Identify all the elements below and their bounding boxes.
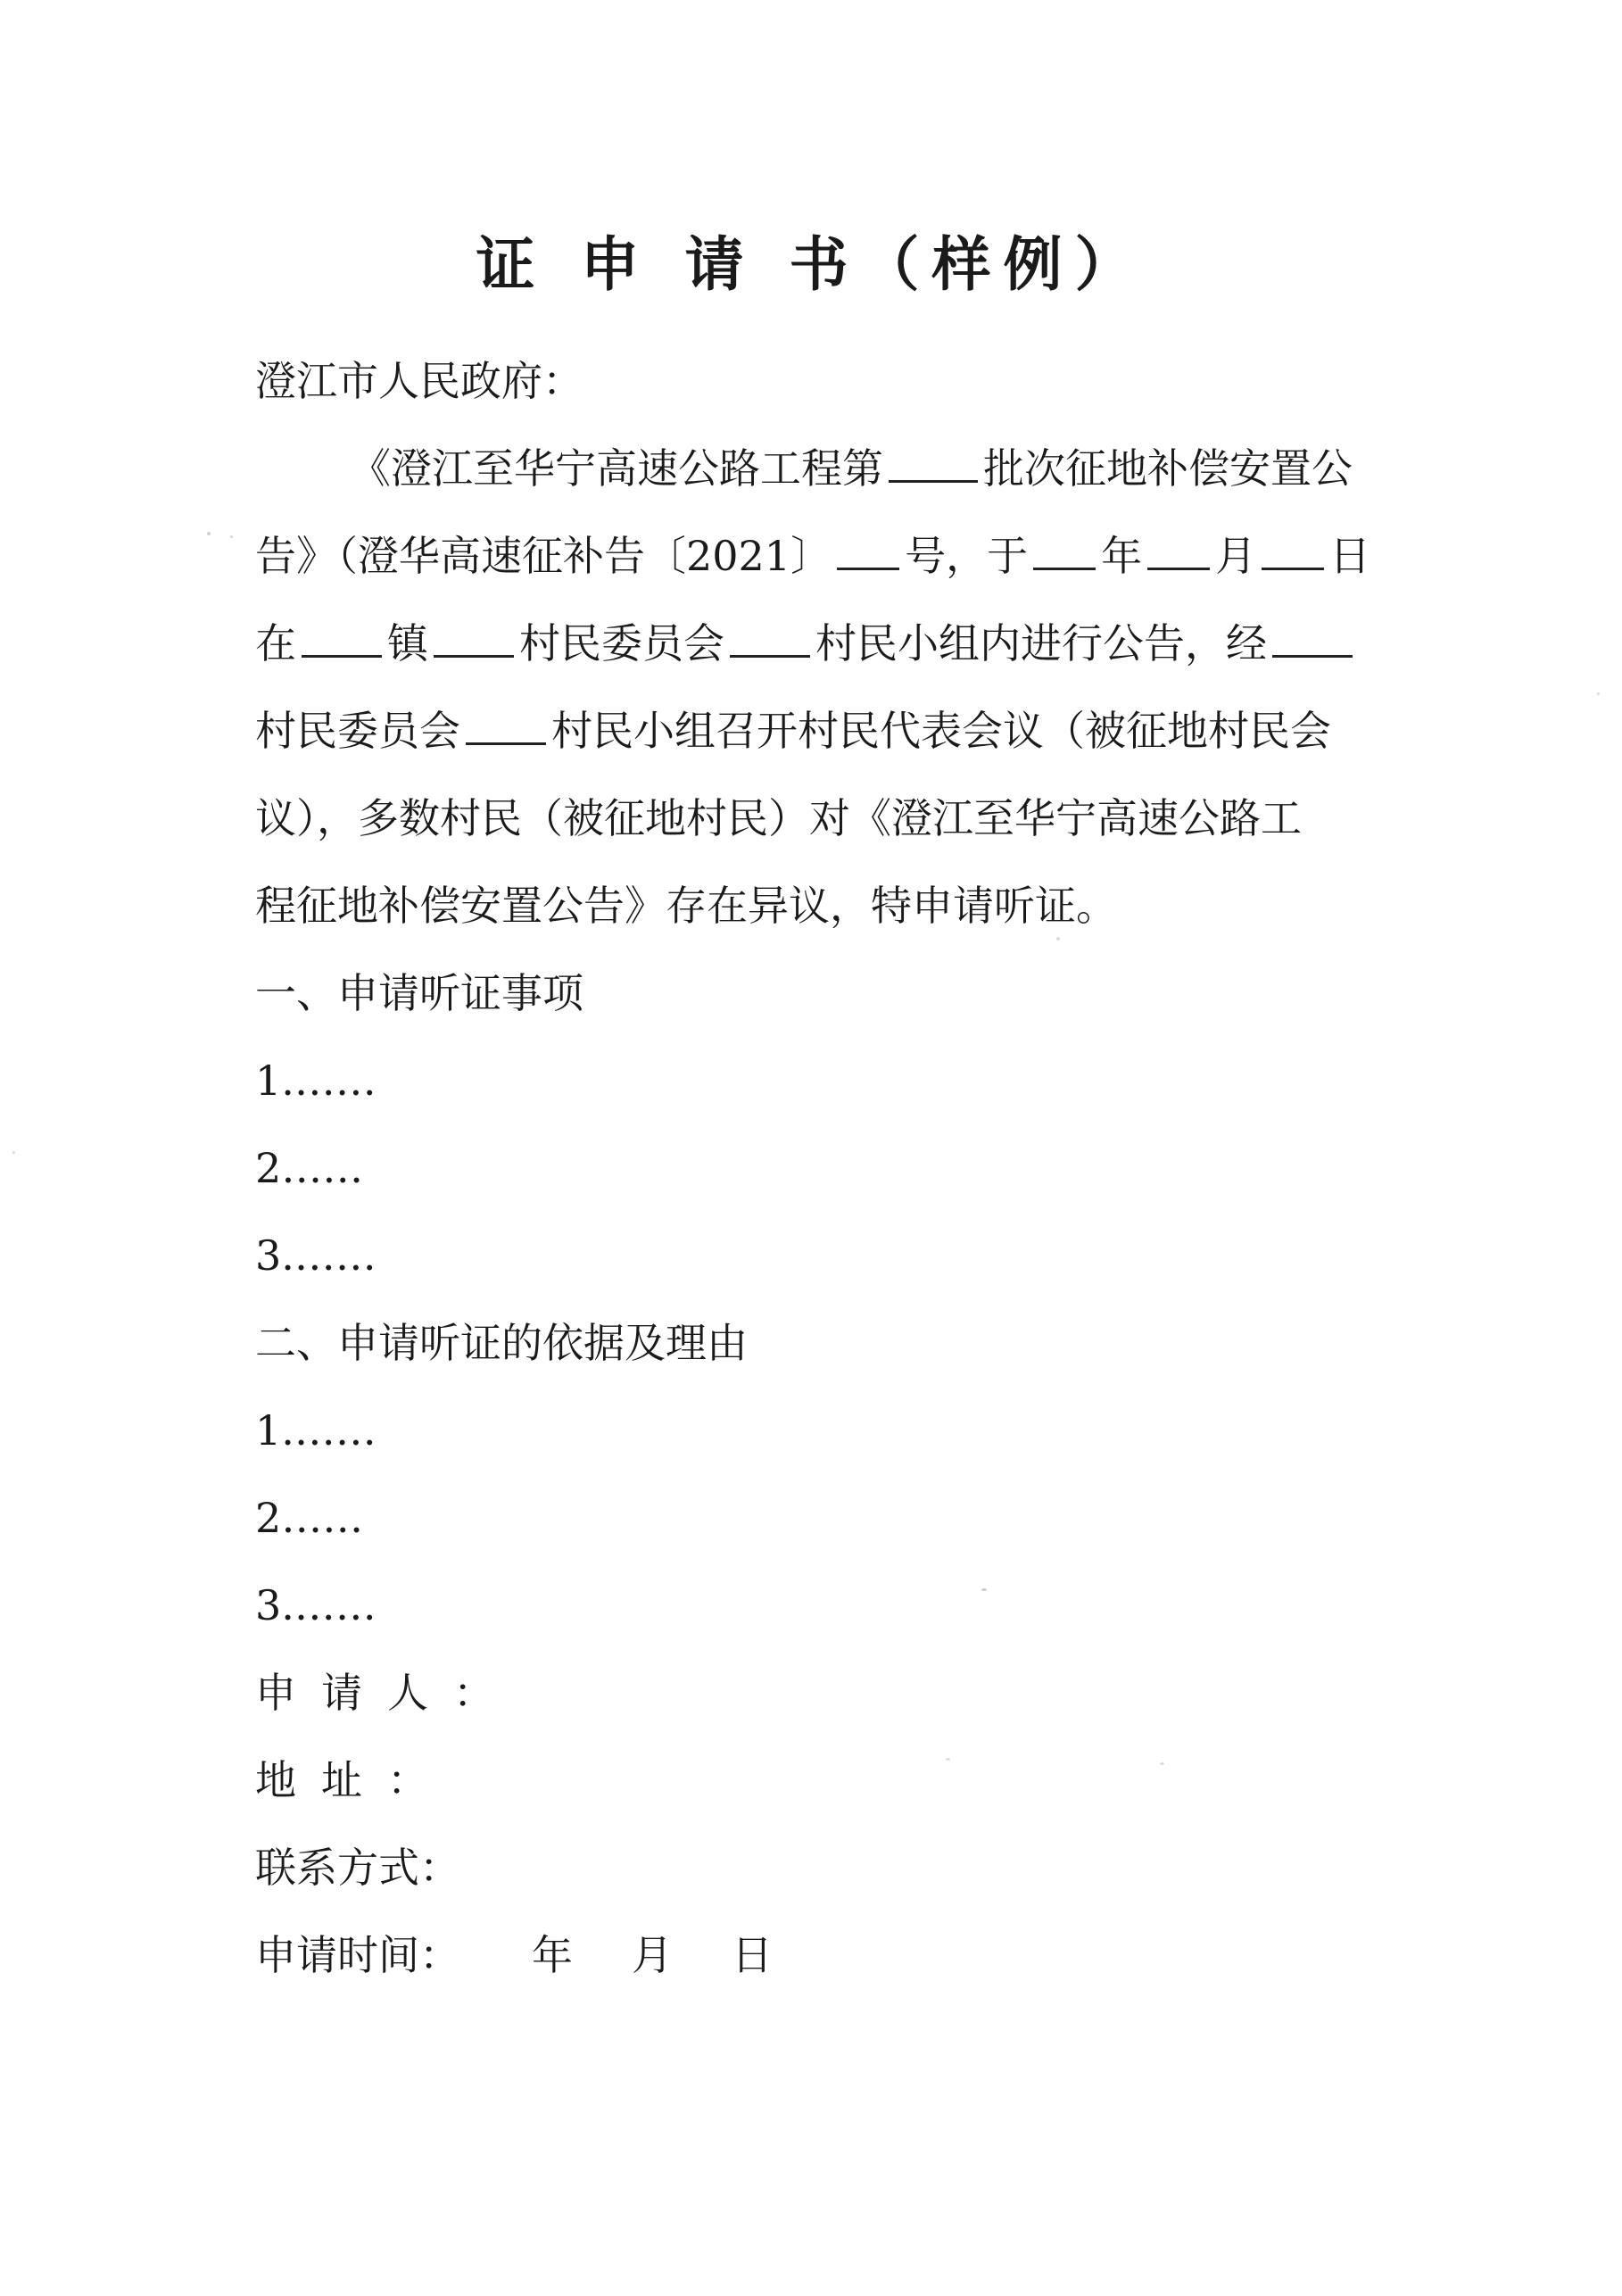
section1-heading: 一、申请听证事项 (255, 969, 583, 1017)
paragraph-line-2 (255, 512, 1388, 600)
fill-blank-village (434, 619, 514, 658)
fill-blank-month (1147, 532, 1210, 570)
addressee: 澄江市人民政府： (255, 357, 583, 405)
fill-blank-group-2 (466, 707, 546, 745)
text-fragment: 村民小组召开村民代表会议（被征地村民会 (551, 707, 1331, 755)
date-month: 月 (632, 1931, 673, 1979)
text-fragment: 村民小组内进行公告，经 (815, 619, 1267, 667)
text-fragment: 镇 (387, 619, 428, 667)
document-body (255, 337, 1388, 1999)
text-fragment: 村民委员会 (255, 707, 460, 755)
paragraph-line-5: 议），多数村民（被征地村民）对《澄江至华宁高速公路工 (255, 794, 1302, 842)
paragraph-line-1 (255, 425, 1388, 512)
section2-heading: 二、申请听证的依据及理由 (255, 1319, 748, 1367)
fill-blank-town (302, 619, 382, 658)
address-field: 地址： (255, 1756, 453, 1804)
fill-blank-village-2 (1272, 619, 1353, 658)
date-year: 年 (532, 1931, 573, 1979)
fill-blank-group (730, 619, 810, 658)
scan-speck (981, 1588, 987, 1591)
scan-speck (1160, 1762, 1164, 1765)
text-fragment: 号，于 (905, 532, 1029, 580)
paragraph-line-3 (255, 600, 1388, 687)
scan-speck (946, 1758, 950, 1761)
section2-item-2: 2…… (255, 1494, 364, 1542)
text-fragment: 《澄江至华宁高速公路工程第 (350, 444, 883, 493)
text-fragment: 村民委员会 (519, 619, 724, 667)
section1-item-2: 2…… (255, 1144, 364, 1192)
applicant-field: 申请人： (255, 1669, 519, 1717)
scan-speck (1056, 937, 1060, 941)
text-fragment: 批次征地补偿安置公 (983, 444, 1353, 493)
section1-item-3: 3.…… (255, 1231, 377, 1280)
fill-blank-number (837, 532, 899, 570)
section1-item-1: 1.…… (255, 1057, 377, 1105)
date-day: 日 (732, 1931, 773, 1979)
section2-item-3: 3.…… (255, 1581, 377, 1629)
date-field (255, 1911, 1388, 1999)
text-fragment: 告》（澄华高速征补告〔2021〕 (255, 532, 832, 580)
scan-speck (207, 532, 211, 535)
scan-speck (12, 1151, 15, 1154)
date-label: 申请时间： (255, 1931, 460, 1979)
section2-item-1: 1.…… (255, 1406, 377, 1455)
text-fragment: 在 (255, 619, 296, 667)
scan-speck (230, 535, 233, 538)
document-title: 证 申 请 书（样例） (476, 230, 1146, 299)
text-fragment: 日 (1329, 532, 1371, 580)
scan-speck (1597, 692, 1600, 695)
text-fragment: 月 (1215, 532, 1257, 580)
fill-blank-batch (889, 444, 978, 483)
paragraph-line-6: 程征地补偿安置公告》存在异议，特申请听证。 (255, 882, 1117, 930)
fill-blank-year (1033, 532, 1096, 570)
text-fragment: 年 (1101, 532, 1143, 580)
paragraph-line-4 (255, 687, 1388, 775)
fill-blank-day (1262, 532, 1324, 570)
contact-field: 联系方式： (255, 1844, 460, 1892)
